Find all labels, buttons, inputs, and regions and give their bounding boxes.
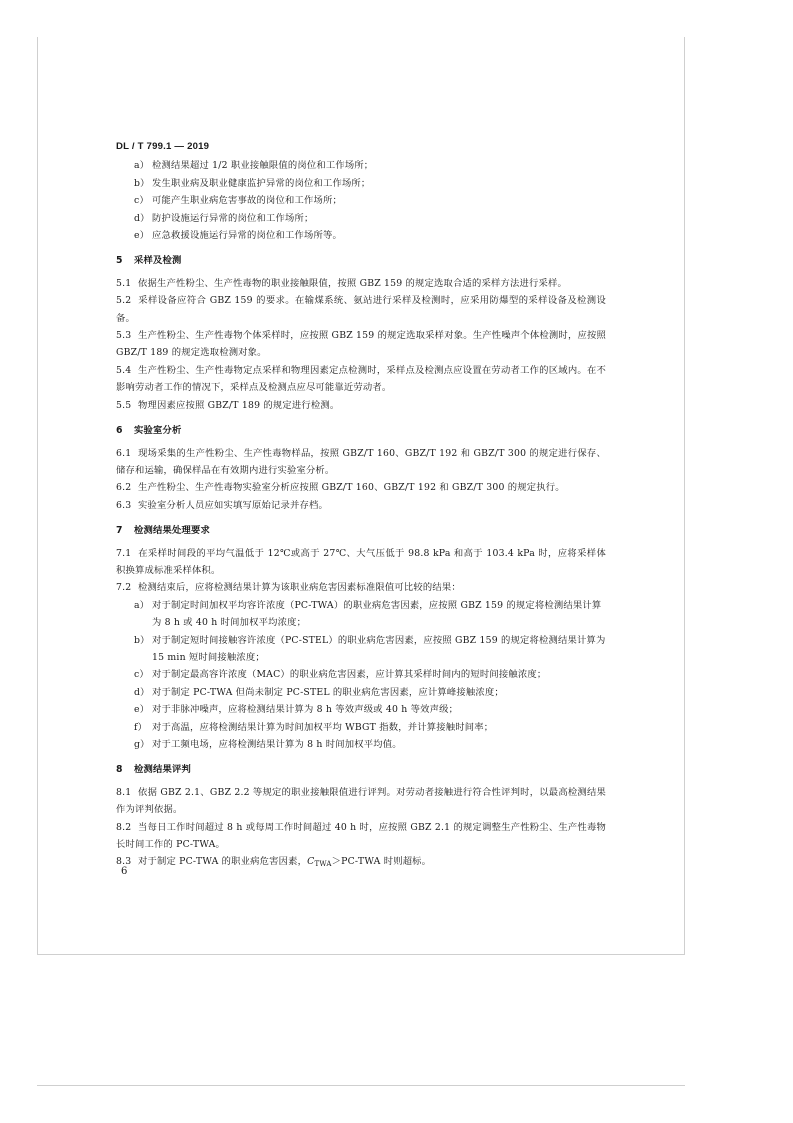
- clause-text: 依据 GBZ 2.1、GBZ 2.2 等规定的职业接触限值进行评判。对劳动者接触进行符合性评判时，以最高检测结果作为评判依据。: [116, 786, 606, 816]
- section-title-text: 检测结果评判: [134, 764, 191, 776]
- list-marker: e）: [134, 230, 150, 242]
- section-5-title: [116, 252, 606, 269]
- clause-text: 现场采集的生产性粉尘、生产性毒物样品，按照 GBZ/T 160、GBZ/T 192 和 GBZ/T 300 的规定进行保存、储存和运输，确保样品在有效期内进行实验室分析。: [116, 447, 606, 476]
- section-number: 6: [116, 425, 123, 437]
- next-page-border-line: [37, 1085, 685, 1086]
- list-item: [116, 192, 606, 209]
- clause-8-2: [116, 819, 606, 854]
- clause-text: 当每日工作时间超过 8 h 或每周工作时间超过 40 h 时，应按照 GBZ 2.1 的规定调整生产性粉尘、生产性毒物长时间工作的 PC-TWA。: [116, 821, 606, 851]
- formula-c: C: [307, 856, 315, 868]
- clause-text: 依据生产性粉尘、生产性毒物的职业接触限值，按照 GBZ 159 的规定选取合适的采样方法进行采样。: [138, 277, 568, 289]
- clause-text: 生产性粉尘、生产性毒物定点采样和物理因素定点检测时，采样点及检测点应设置在劳动者工作的区域内。在不影响劳动者工作的情况下，采样点及检测点应尽可能靠近劳动者。: [116, 364, 606, 394]
- clause-number: 6.2: [116, 482, 132, 494]
- formula-subscript: TWA: [314, 860, 332, 869]
- clause-7-1: [116, 545, 606, 580]
- list-marker: e）: [134, 704, 150, 716]
- clause-number: 5.2: [116, 295, 132, 307]
- clause-text: 在采样时间段的平均气温低于 12℃或高于 27℃、大气压低于 98.8 kPa 和高于 103.4 kPa 时，应将采样体积换算成标准采样体积。: [116, 547, 606, 576]
- list-item: [116, 736, 606, 753]
- list-item: [116, 701, 606, 718]
- list-text: 对于制定短时间接触容许浓度（PC-STEL）的职业病危害因素，应按照 GBZ 159 的规定将检测结果计算为 15 min 短时间接触浓度；: [152, 634, 606, 663]
- list-item: [116, 666, 606, 683]
- list-item: [116, 210, 606, 227]
- list-marker: b）: [134, 177, 150, 189]
- clause-number: 5.3: [116, 330, 132, 342]
- document-page: [116, 138, 606, 874]
- clause-text: 生产性粉尘、生产性毒物个体采样时，应按照 GBZ 159 的规定选取采样对象。生产性噪声个体检测时，应按照 GBZ/T 189 的规定选取检测对象。: [116, 330, 606, 359]
- clause-number: 5.4: [116, 364, 132, 376]
- list-text: 对于制定时间加权平均容许浓度（PC-TWA）的职业病危害因素，应按照 GBZ 159 的规定将检测结果计算为 8 h 或 40 h 时间加权平均浓度；: [152, 599, 602, 629]
- clause-number: 7.1: [116, 547, 132, 559]
- clause-number: 5.1: [116, 277, 132, 289]
- clause-text-after: ＞PC-TWA 时则超标。: [331, 856, 432, 868]
- clause-number: 8.1: [116, 786, 132, 798]
- page-number: 6: [121, 866, 128, 877]
- list-item: [116, 632, 606, 667]
- clause-text: 检测结束后，应将检测结果计算为该职业病危害因素标准限值可比较的结果：: [138, 582, 461, 594]
- list-marker: a）: [134, 599, 150, 611]
- clause-5-4: [116, 362, 606, 397]
- list-item: [116, 684, 606, 701]
- list-item: [116, 597, 606, 632]
- section-number: 5: [116, 255, 123, 267]
- list-marker: c）: [134, 669, 149, 681]
- list-text: 对于制定 PC-TWA 但尚未制定 PC-STEL 的职业病危害因素，应计算峰接触浓度；: [152, 686, 504, 698]
- page-border-right: [684, 37, 685, 955]
- list-marker: g）: [134, 739, 150, 750]
- list-marker: d）: [134, 686, 150, 698]
- clause-text: 生产性粉尘、生产性毒物实验室分析应按照 GBZ/T 160、GBZ/T 192 和 GBZ/T 300 的规定执行。: [138, 482, 565, 494]
- list-text: 对于工频电场，应将检测结果计算为 8 h 时间加权平均值。: [152, 739, 402, 750]
- section-8-title: [116, 761, 606, 778]
- clause-text: 采样设备应符合 GBZ 159 的要求。在输煤系统、氨站进行采样及检测时，应采用防爆型的采样设备及检测设备。: [116, 295, 606, 324]
- clause-5-2: [116, 292, 606, 327]
- section-number: 7: [116, 525, 123, 537]
- list-text: 应急救援设施运行异常的岗位和工作场所等。: [152, 230, 342, 242]
- clause-number: 8.2: [116, 821, 132, 833]
- section-title-text: 实验室分析: [134, 425, 182, 437]
- list-text: 对于非脉冲噪声，应将检测结果计算为 8 h 等效声级或 40 h 等效声级；: [152, 704, 459, 716]
- clause-number: 7.2: [116, 582, 132, 594]
- clause-text: 实验室分析人员应如实填写原始记录并存档。: [138, 499, 328, 511]
- list-item: [116, 719, 606, 736]
- clause-number: 6.3: [116, 499, 132, 511]
- list-text: 发生职业病及职业健康监护异常的岗位和工作场所；: [152, 177, 371, 189]
- clause-number: 6.1: [116, 447, 132, 459]
- list-text: 对于高温，应将检测结果计算为时间加权平均 WBGT 指数，并计算接触时间率；: [152, 721, 494, 733]
- document-code-header: DL / T 799.1 — 2019: [116, 141, 210, 152]
- clause-number: 5.5: [116, 399, 132, 411]
- list-marker: d）: [134, 212, 150, 224]
- section-title-text: 检测结果处理要求: [134, 525, 210, 537]
- page-border-left: [37, 37, 38, 955]
- list-marker: b）: [134, 634, 150, 646]
- section-number: 8: [116, 764, 123, 776]
- list-top: [116, 157, 606, 244]
- clause-5-1: [116, 275, 606, 292]
- clause-5-5: [116, 397, 606, 414]
- list-marker: c）: [134, 195, 149, 207]
- clause-8-1: [116, 784, 606, 819]
- list-item: [116, 175, 606, 192]
- list-marker: a）: [134, 160, 150, 172]
- clause-7-2: [116, 579, 606, 596]
- clause-6-3: [116, 497, 606, 514]
- section-7-title: [116, 522, 606, 539]
- list-marker: f）: [134, 721, 148, 733]
- clause-6-1: [116, 445, 606, 480]
- clause-number: 8.3: [116, 856, 132, 868]
- clause-text-before: 对于制定 PC-TWA 的职业病危害因素，: [138, 856, 308, 868]
- list-7-2: [116, 597, 606, 754]
- clause-5-3: [116, 327, 606, 362]
- section-title-text: 采样及检测: [134, 255, 182, 267]
- list-item: [116, 157, 606, 174]
- section-6-title: [116, 422, 606, 439]
- list-text: 检测结果超过 1/2 职业接触限值的岗位和工作场所；: [152, 160, 374, 172]
- list-item: [116, 227, 606, 244]
- page-border-bottom: [37, 954, 685, 955]
- list-text: 可能产生职业病危害事故的岗位和工作场所；: [152, 195, 342, 207]
- clause-6-2: [116, 479, 606, 496]
- list-text: 对于制定最高容许浓度（MAC）的职业病危害因素，应计算其采样时间内的短时间接触浓度；: [152, 669, 547, 681]
- list-text: 防护设施运行异常的岗位和工作场所；: [152, 212, 314, 224]
- clause-8-3: [116, 853, 606, 873]
- clause-text: 物理因素应按照 GBZ/T 189 的规定进行检测。: [138, 399, 340, 411]
